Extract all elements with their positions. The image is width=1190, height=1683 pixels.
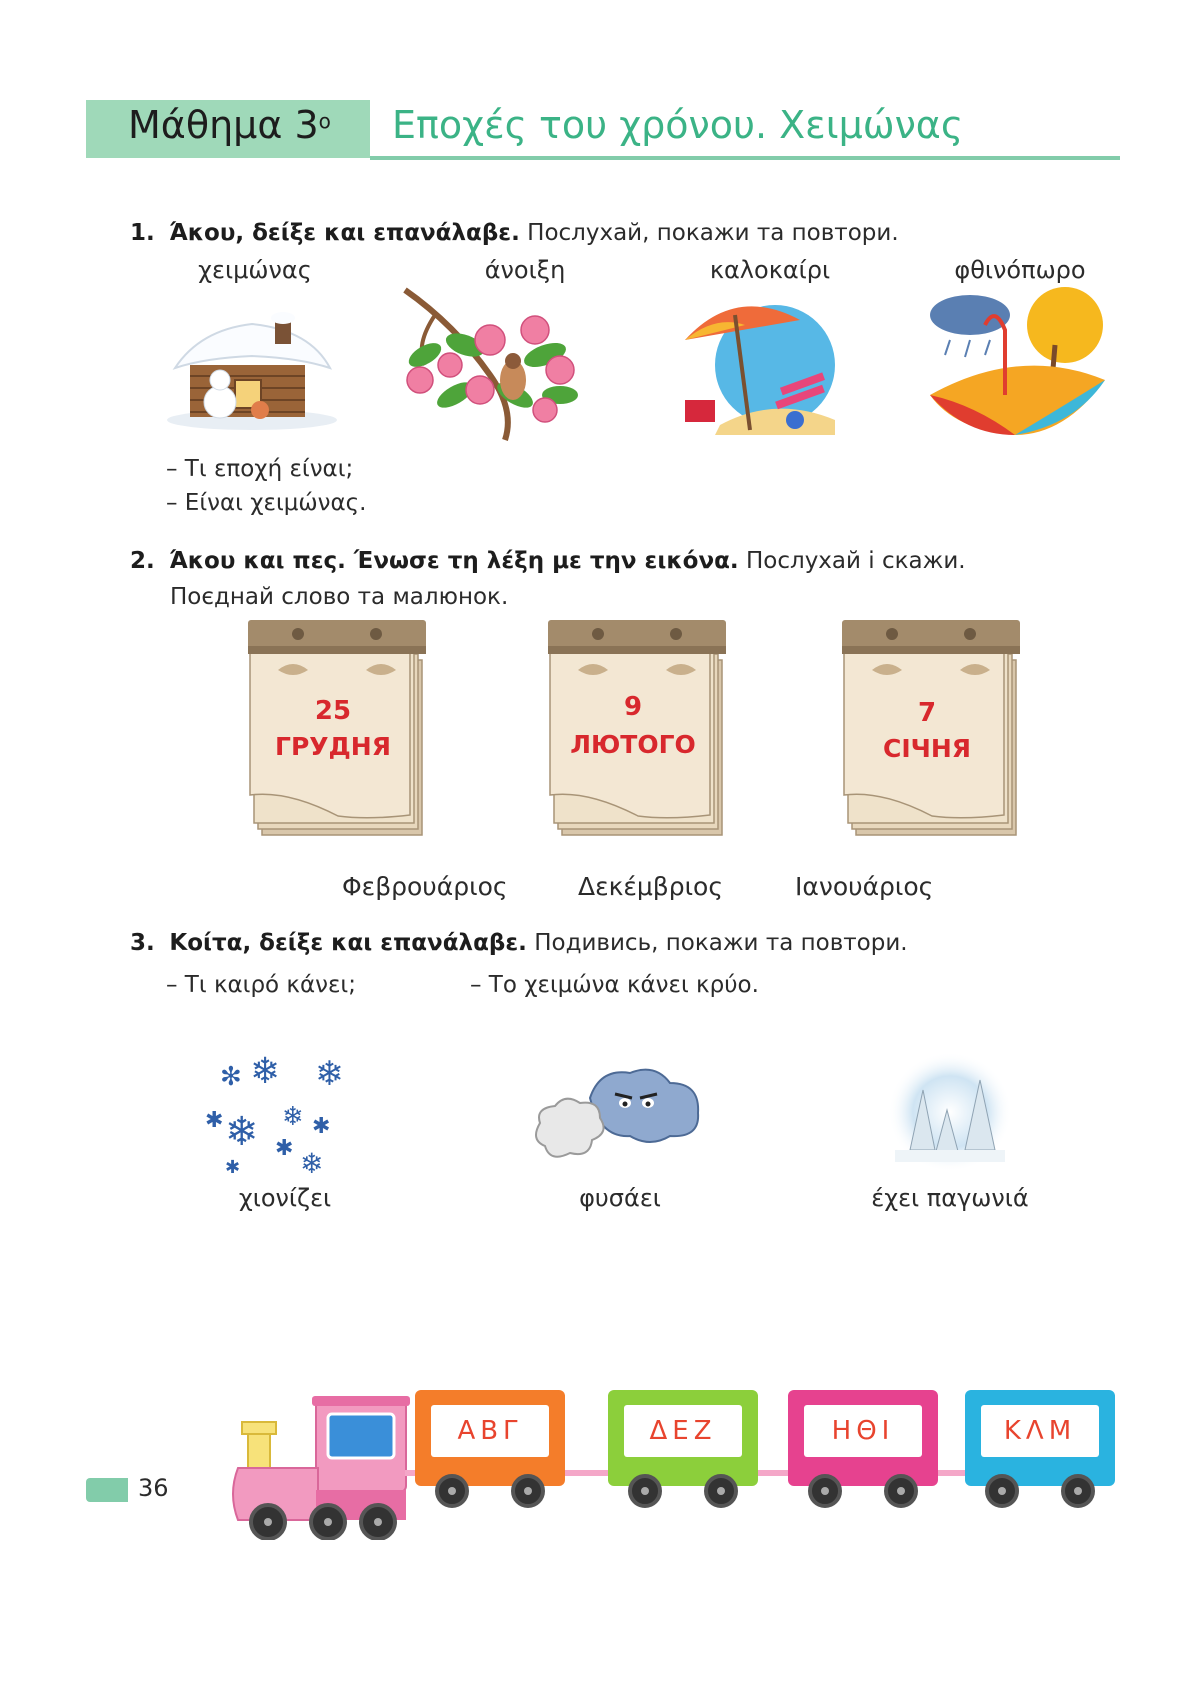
season-spring-label: άνοιξη (484, 256, 566, 284)
month-word-february[interactable]: Φεβρουάριος (342, 872, 508, 901)
wind-cloud-picture (530, 1058, 710, 1176)
season-winter-label: χειμώνας (198, 256, 312, 284)
svg-text:✱: ✱ (275, 1136, 294, 1161)
calendar-3 (842, 620, 1022, 838)
svg-text:❄: ❄ (315, 1055, 344, 1094)
svg-text:❄: ❄ (250, 1055, 281, 1092)
dialog-question: – Τι εποχή είναι; (166, 456, 354, 482)
wheel-icon (884, 1474, 918, 1508)
frost-forest-picture (885, 1050, 1015, 1175)
wheel-icon (808, 1474, 842, 1508)
calendar-1-day: 25 (314, 696, 352, 726)
svg-text:❄: ❄ (282, 1102, 304, 1132)
wheel-icon (435, 1474, 469, 1508)
exercise-3-instruction: 3. Κοίτα, δείξε και επανάλαβε. Подивись, покажи та повтори. (130, 930, 908, 956)
svg-text:❄: ❄ (300, 1147, 324, 1175)
exercise-2-instruction-line2: Поєднай слово та малюнок. (170, 584, 509, 610)
season-autumn-label: φθινόπωρο (954, 256, 1086, 284)
train-wagon-2 (608, 1390, 758, 1486)
calendar-2 (548, 620, 728, 838)
wagon-2-letters: ΔΕΖ (624, 1405, 742, 1457)
svg-text:✱: ✱ (312, 1114, 331, 1139)
wagon-4-letters: ΚΛΜ (981, 1405, 1099, 1457)
svg-text:❄: ❄ (225, 1109, 259, 1155)
wheel-icon (985, 1474, 1019, 1508)
calendar-2-month: ЛЮТОГО (570, 730, 696, 759)
month-word-january[interactable]: Ιανουάριος (795, 872, 934, 901)
page-number-tab (86, 1478, 128, 1502)
season-summer-label: καλοκαίρι (709, 256, 831, 284)
weather-windy-label: φυσάει (579, 1184, 661, 1212)
exercise-1-instruction: 1. Άκου, δείξε και επανάλαβε. Послухай, покажи та повтори. (130, 220, 899, 246)
wheel-icon (704, 1474, 738, 1508)
page-number: 36 (138, 1474, 169, 1502)
wheel-icon (511, 1474, 545, 1508)
wagon-3-letters: ΗΘΙ (804, 1405, 922, 1457)
train-wagon-1 (415, 1390, 565, 1486)
calendar-3-month: СІЧНЯ (882, 734, 972, 763)
winter-cabin-picture (160, 310, 345, 430)
header-underline (370, 156, 1120, 160)
wagon-1-letters: ΑΒΓ (431, 1405, 549, 1457)
summer-beach-picture (675, 285, 855, 440)
weather-frost-label: έχει παγωνιά (871, 1184, 1029, 1212)
month-word-december[interactable]: Δεκέμβριος (578, 872, 724, 901)
autumn-umbrella-picture (925, 285, 1110, 445)
wheel-icon (1061, 1474, 1095, 1508)
svg-text:✱: ✱ (225, 1157, 241, 1175)
dialog-answer: – Είναι χειμώνας. (166, 490, 367, 516)
lesson-number: Μάθημα $3^o$ (128, 103, 331, 147)
lesson-title: Εποχές του χρόνου. Χειμώνας (392, 103, 964, 147)
calendar-1 (248, 620, 428, 838)
exercise-2-instruction: 2. Άκου και πες. Ένωσε τη λέξη με την εικόνα. Послухай і скажи. (130, 548, 966, 574)
train-engine-picture (228, 1390, 413, 1540)
spring-branch-picture (395, 285, 585, 445)
svg-text:✻: ✻ (220, 1062, 242, 1092)
train-wagon-4 (965, 1390, 1115, 1486)
snowflakes-picture (200, 1055, 365, 1175)
calendar-2-day: 9 (623, 692, 643, 722)
train-wagon-3 (788, 1390, 938, 1486)
weather-question: – Τι καιρό κάνει; (166, 972, 356, 998)
weather-answer: – Το χειμώνα κάνει κρύο. (470, 972, 759, 998)
svg-text:✱: ✱ (205, 1108, 224, 1133)
calendar-1-month: ГРУДНЯ (275, 732, 391, 761)
weather-snowing-label: χιονίζει (238, 1184, 332, 1212)
wheel-icon (628, 1474, 662, 1508)
calendar-3-day: 7 (917, 698, 937, 728)
